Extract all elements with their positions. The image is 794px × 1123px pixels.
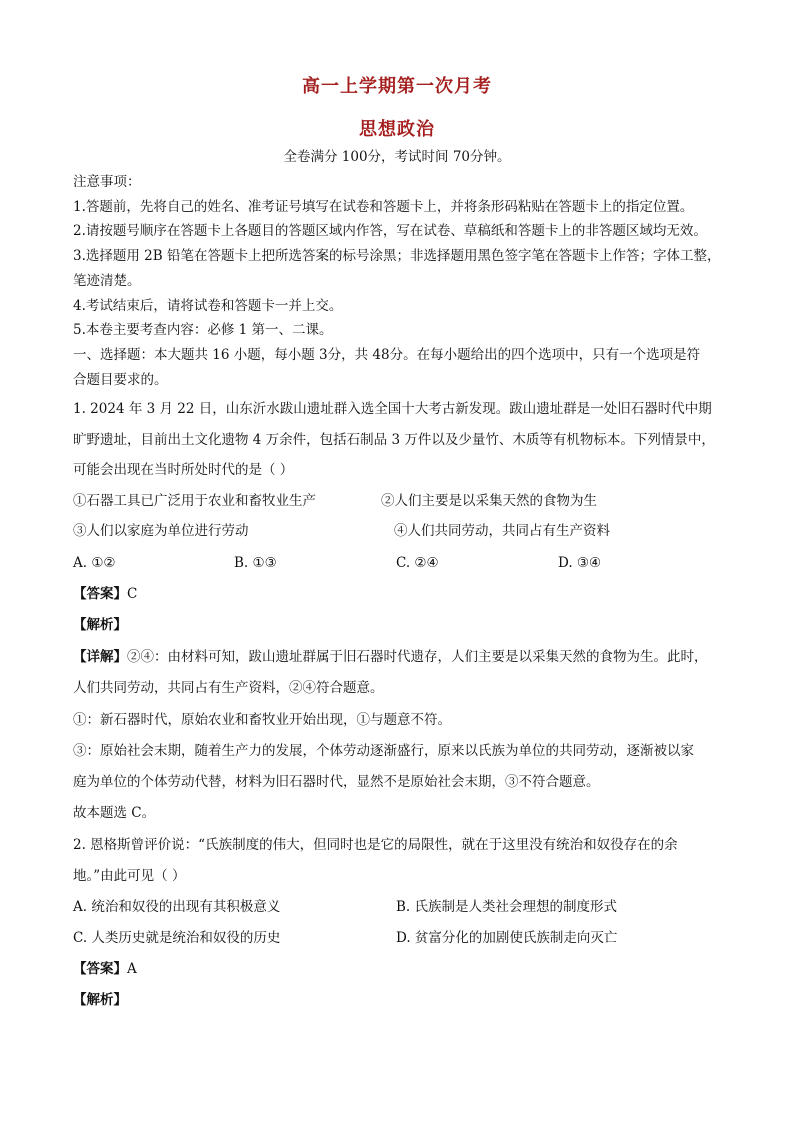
q2-option-c: C. 人类历史就是统治和奴役的历史 <box>73 930 281 946</box>
q1-analysis-label: 【解析】 <box>73 617 127 633</box>
q1-detail-line-4: ③：原始社会末期，随着生产力的发展，个体劳动逐渐盛行，原来以氏族为单位的共同劳动，逐渐被以家 <box>73 743 694 759</box>
q1-detail-line-5: 庭为单位的个体劳动代替，材料为旧石器时代，显然不是原始社会末期，③不符合题意。 <box>73 774 600 790</box>
note-4: 4.考试结束后，请将试卷和答题卡一并上交。 <box>73 298 343 314</box>
q1-option-b: B. ①③ <box>234 555 277 571</box>
note-1: 1.答题前，先将自己的姓名、准考证号填写在试卷和答题卡上，并将条形码粘贴在答题卡上的指定位置。 <box>73 199 694 215</box>
q2-answer-value: A <box>127 961 137 977</box>
q1-detail-label: 【详解】 <box>73 649 127 665</box>
q1-statement-4: ④人们共同劳动，共同占有生产资料 <box>394 523 610 539</box>
q1-option-c: C. ②④ <box>396 555 439 571</box>
exam-title: 高一上学期第一次月考 <box>302 76 492 97</box>
q1-answer-value: C <box>127 586 138 602</box>
q2-answer-row <box>73 960 733 978</box>
q2-option-b: B. 氏族制是人类社会理想的制度形式 <box>396 899 618 915</box>
note-2: 2.请按题号顺序在答题卡上各题目的答题区域内作答，写在试卷、草稿纸和答题卡上的非答题区域均无效。 <box>73 223 707 239</box>
note-3-line-2: 笔迹清楚。 <box>73 273 141 289</box>
subject-title: 思想政治 <box>359 119 435 140</box>
q1-stem-line-2: 旷野遗址，目前出土文化遗物 4 万余件，包括石制品 3 万件以及少量竹、木质等有机物标本。下列情景中， <box>73 432 715 448</box>
q2-answer-label: 【答案】 <box>73 961 127 977</box>
q1-statement-2: ②人们主要是以采集天然的食物为生 <box>381 493 597 509</box>
q1-detail-line-6: 故本题选 C。 <box>73 805 156 821</box>
section-heading-line-2: 合题目要求的。 <box>73 372 168 388</box>
q1-answer-row <box>73 585 733 603</box>
q1-option-a: A. ①② <box>73 555 116 571</box>
q1-detail-line-2: 人们共同劳动，共同占有生产资料，②④符合题意。 <box>73 680 384 696</box>
note-5: 5.本卷主要考查内容：必修 1 第一、二课。 <box>73 322 333 338</box>
q1-statement-3: ③人们以家庭为单位进行劳动 <box>73 523 249 539</box>
notes-heading: 注意事项： <box>73 174 141 190</box>
q1-stem-line-3: 可能会出现在当时所处时代的是（ ） <box>73 462 294 478</box>
q1-detail-text-1: ②④：由材料可知，跋山遗址群属于旧石器时代遗存，人们主要是以采集天然的食物为生。此时， <box>127 649 708 665</box>
exam-info: 全卷满分 100分，考试时间 70分钟。 <box>283 149 511 165</box>
q2-stem-line-2: 地。”由此可见（ ） <box>73 868 186 884</box>
q1-statement-1: ①石器工具已广泛用于农业和畜牧业生产 <box>73 493 316 509</box>
note-3-line-1: 3.选择题用 2B 铅笔在答题卡上把所选答案的标号涂黑；非选择题用黑色签字笔在答题卡上作答；字体工整， <box>73 248 721 264</box>
q2-option-a: A. 统治和奴役的出现有其积极意义 <box>73 899 281 915</box>
section-heading-line-1: 一、选择题：本大题共 16 小题，每小题 3分，共 48分。在每小题给出的四个选项中，只有一个选项是符 <box>73 347 701 363</box>
q1-stem-line-1: 1. 2024 年 3 月 22 日，山东沂水跋山遗址群入选全国十大考古新发现。跋山遗址群是一处旧石器时代中期 <box>73 401 712 417</box>
q1-option-d: D. ③④ <box>558 555 602 571</box>
q2-option-d: D. 贫富分化的加剧使氏族制走向灭亡 <box>396 930 618 946</box>
q2-stem-line-1: 2. 恩格斯曾评价说：“氏族制度的伟大，但同时也是它的局限性，就在于这里没有统治和奴役存在的余 <box>73 837 678 853</box>
q1-detail-line-1 <box>73 648 733 666</box>
q2-analysis-label: 【解析】 <box>73 992 127 1008</box>
q1-answer-label: 【答案】 <box>73 586 127 602</box>
q1-detail-line-3: ①：新石器时代，原始农业和畜牧业开始出现，①与题意不符。 <box>73 712 451 728</box>
